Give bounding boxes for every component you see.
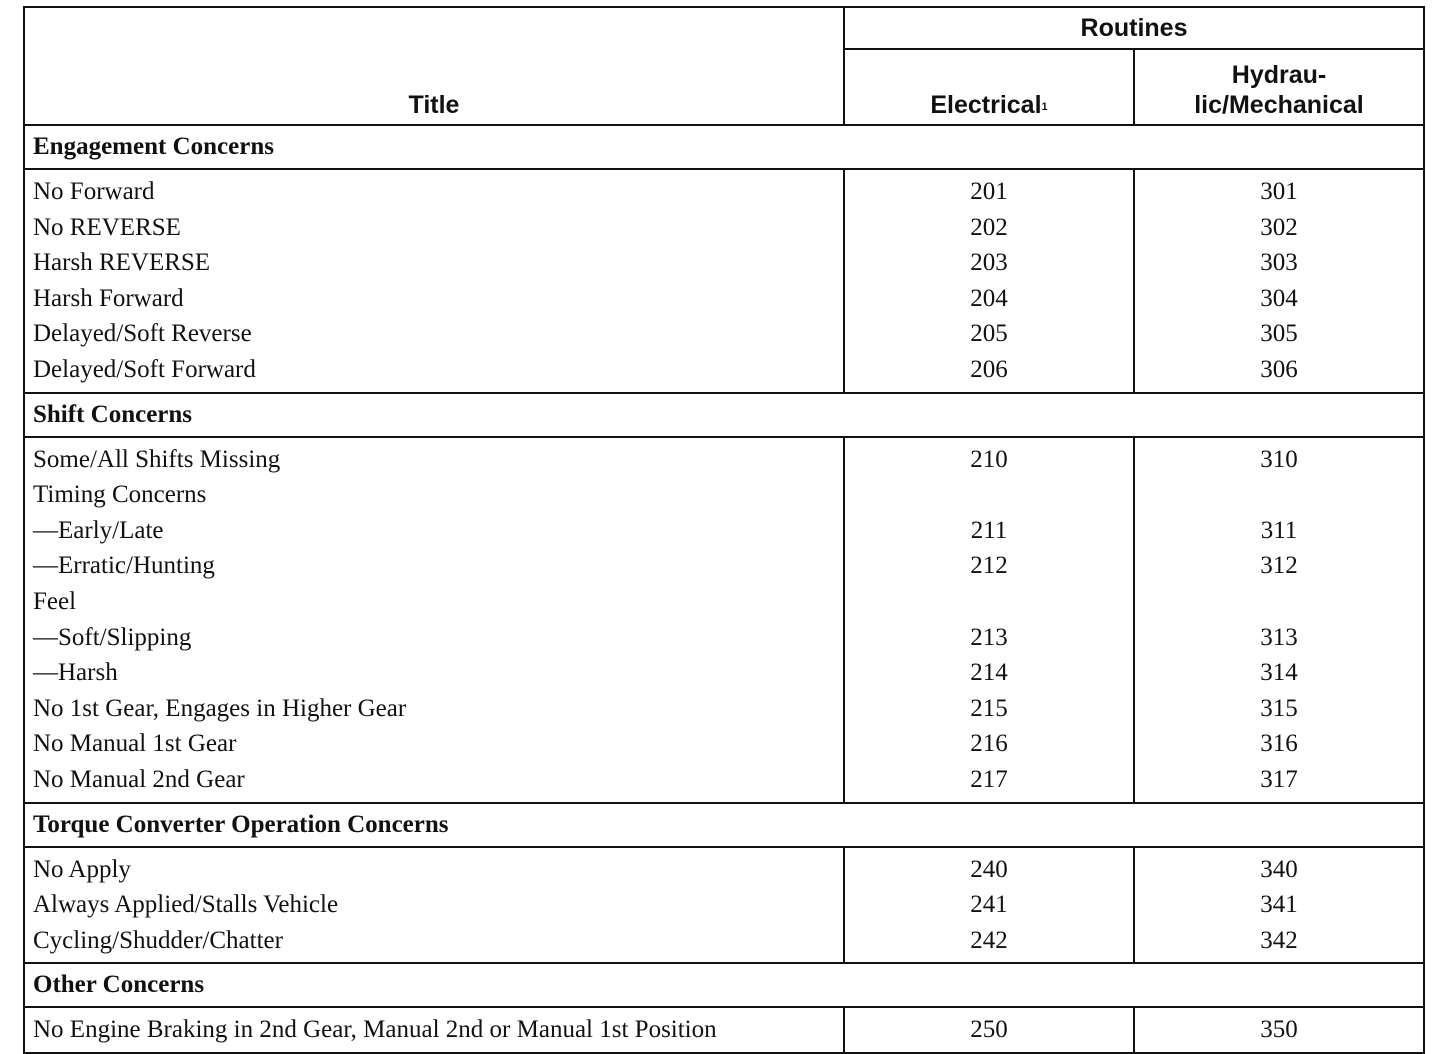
section-heading-row-engagement-concerns xyxy=(24,125,1424,169)
title-column-other-concerns xyxy=(24,1007,844,1053)
section-heading-row-other-concerns xyxy=(24,963,1424,1007)
hydraulic-routine-column-torque-converter-operation-concerns xyxy=(1134,847,1424,964)
title-cell: No 1st Gear, Engages in Higher Gear xyxy=(33,694,407,722)
hydraulic-header-line-1: Hydrau- xyxy=(1231,61,1327,89)
title-cell: Feel xyxy=(33,587,77,615)
electrical-routine-cell: 210 xyxy=(970,445,1008,473)
hydraulic-routine-cell: 313 xyxy=(1260,623,1298,651)
title-column-shift-concerns xyxy=(24,437,844,803)
title-cell: Timing Concerns xyxy=(33,481,207,509)
electrical-routine-cell: 216 xyxy=(970,730,1008,758)
section-heading-row-torque-converter-operation-concerns xyxy=(24,803,1424,847)
electrical-routine-cell xyxy=(845,477,1133,513)
electrical-routine-column-shift-concerns xyxy=(844,437,1134,803)
hydraulic-routine-cell: 305 xyxy=(1260,320,1298,348)
title-cell: Delayed/Soft Reverse xyxy=(33,320,252,348)
electrical-routine-cell: 213 xyxy=(970,623,1008,651)
hydraulic-routine-cell: 303 xyxy=(1260,249,1298,277)
title-column-header: Title xyxy=(24,7,844,125)
electrical-routine-column-engagement-concerns xyxy=(844,169,1134,393)
hydraulic-routine-cell: 311 xyxy=(1260,516,1298,544)
electrical-routine-cell: 211 xyxy=(970,516,1008,544)
title-cell: —Erratic/Hunting xyxy=(33,552,215,580)
electrical-routine-column-torque-converter-operation-concerns xyxy=(844,847,1134,964)
title-cell: No Apply xyxy=(33,855,131,883)
hydraulic-routine-cell: 304 xyxy=(1260,284,1298,312)
electrical-routine-cell: 201 xyxy=(970,178,1008,205)
table-body xyxy=(24,125,1424,1053)
hydraulic-routine-cell: 301 xyxy=(1260,178,1298,205)
electrical-routine-cell: 214 xyxy=(970,659,1008,687)
electrical-routine-cell: 204 xyxy=(970,284,1008,312)
hydraulic-routine-cell: 314 xyxy=(1260,659,1298,687)
electrical-routine-cell: 240 xyxy=(970,855,1008,883)
hydraulic-routine-cell: 317 xyxy=(1260,765,1298,793)
electrical-routine-cell: 205 xyxy=(970,320,1008,348)
hydraulic-routine-cell: 341 xyxy=(1260,891,1298,919)
title-cell: No Manual 2nd Gear xyxy=(33,765,245,793)
electrical-routine-cell: 241 xyxy=(970,891,1008,919)
section-rows-group-torque-converter-operation-concerns xyxy=(24,847,1424,964)
title-cell: Cycling/Shudder/Chatter xyxy=(33,926,283,954)
hydraulic-routine-column-engagement-concerns xyxy=(1134,169,1424,393)
section-heading: Torque Converter Operation Concerns xyxy=(24,803,1424,847)
electrical-footnote-mark: 1 xyxy=(1041,101,1048,113)
section-rows-group-engagement-concerns xyxy=(24,169,1424,393)
hydraulic-routine-cell: 306 xyxy=(1260,355,1298,383)
hydraulic-routine-cell: 342 xyxy=(1260,926,1298,954)
section-heading: Other Concerns xyxy=(24,963,1424,1007)
title-cell: —Soft/Slipping xyxy=(33,623,192,651)
hydraulic-mechanical-column-header xyxy=(1134,49,1424,125)
electrical-routine-column-other-concerns xyxy=(844,1007,1134,1053)
title-cell: —Early/Late xyxy=(33,516,164,544)
electrical-routine-cell: 206 xyxy=(970,355,1008,383)
electrical-routine-cell: 212 xyxy=(970,552,1008,580)
diagnostic-routines-table xyxy=(23,6,1425,1054)
title-cell: Delayed/Soft Forward xyxy=(33,355,256,383)
electrical-routine-cell: 250 xyxy=(970,1016,1008,1044)
hydraulic-routine-cell: 315 xyxy=(1260,694,1298,722)
electrical-routine-cell xyxy=(845,584,1133,620)
title-cell: Harsh Forward xyxy=(33,284,184,312)
section-rows-group-shift-concerns xyxy=(24,437,1424,803)
electrical-routine-cell: 203 xyxy=(970,249,1008,277)
electrical-routine-cell: 202 xyxy=(970,213,1008,241)
hydraulic-routine-cell: 340 xyxy=(1260,855,1298,883)
title-column-torque-converter-operation-concerns xyxy=(24,847,844,964)
title-cell: No REVERSE xyxy=(33,213,181,241)
title-column-engagement-concerns xyxy=(24,169,844,393)
title-cell: No Engine Braking in 2nd Gear, Manual 2nd or Manual 1st Position xyxy=(33,1016,717,1044)
electrical-routine-cell: 217 xyxy=(970,765,1008,793)
hydraulic-routine-cell: 310 xyxy=(1260,445,1298,473)
diagnostic-routines-table-wrapper xyxy=(23,6,1423,1054)
hydraulic-routine-cell: 312 xyxy=(1260,552,1298,580)
section-heading: Shift Concerns xyxy=(24,393,1424,437)
title-cell: No Forward xyxy=(33,178,155,205)
title-cell: No Manual 1st Gear xyxy=(33,730,237,758)
hydraulic-routine-cell: 302 xyxy=(1260,213,1298,241)
hydraulic-routine-column-other-concerns xyxy=(1134,1007,1424,1053)
title-cell: —Harsh xyxy=(33,659,118,687)
hydraulic-routine-column-shift-concerns xyxy=(1134,437,1424,803)
electrical-column-header xyxy=(844,49,1134,125)
hydraulic-routine-cell: 316 xyxy=(1260,730,1298,758)
title-cell: Harsh REVERSE xyxy=(33,249,211,277)
table-header xyxy=(24,7,1424,125)
hydraulic-routine-cell xyxy=(1135,477,1423,513)
hydraulic-routine-cell: 350 xyxy=(1260,1016,1298,1044)
section-heading-row-shift-concerns xyxy=(24,393,1424,437)
hydraulic-routine-cell xyxy=(1135,584,1423,620)
electrical-header-label: Electrical xyxy=(930,91,1042,119)
section-rows-group-other-concerns xyxy=(24,1007,1424,1053)
title-cell: Always Applied/Stalls Vehicle xyxy=(33,891,339,919)
electrical-routine-cell: 242 xyxy=(970,926,1008,954)
electrical-routine-cell: 215 xyxy=(970,694,1008,722)
routines-column-group-header: Routines xyxy=(844,7,1424,49)
title-cell: Some/All Shifts Missing xyxy=(33,445,281,473)
hydraulic-header-line-2: lic/Mechanical xyxy=(1194,91,1364,119)
section-heading: Engagement Concerns xyxy=(24,125,1424,169)
